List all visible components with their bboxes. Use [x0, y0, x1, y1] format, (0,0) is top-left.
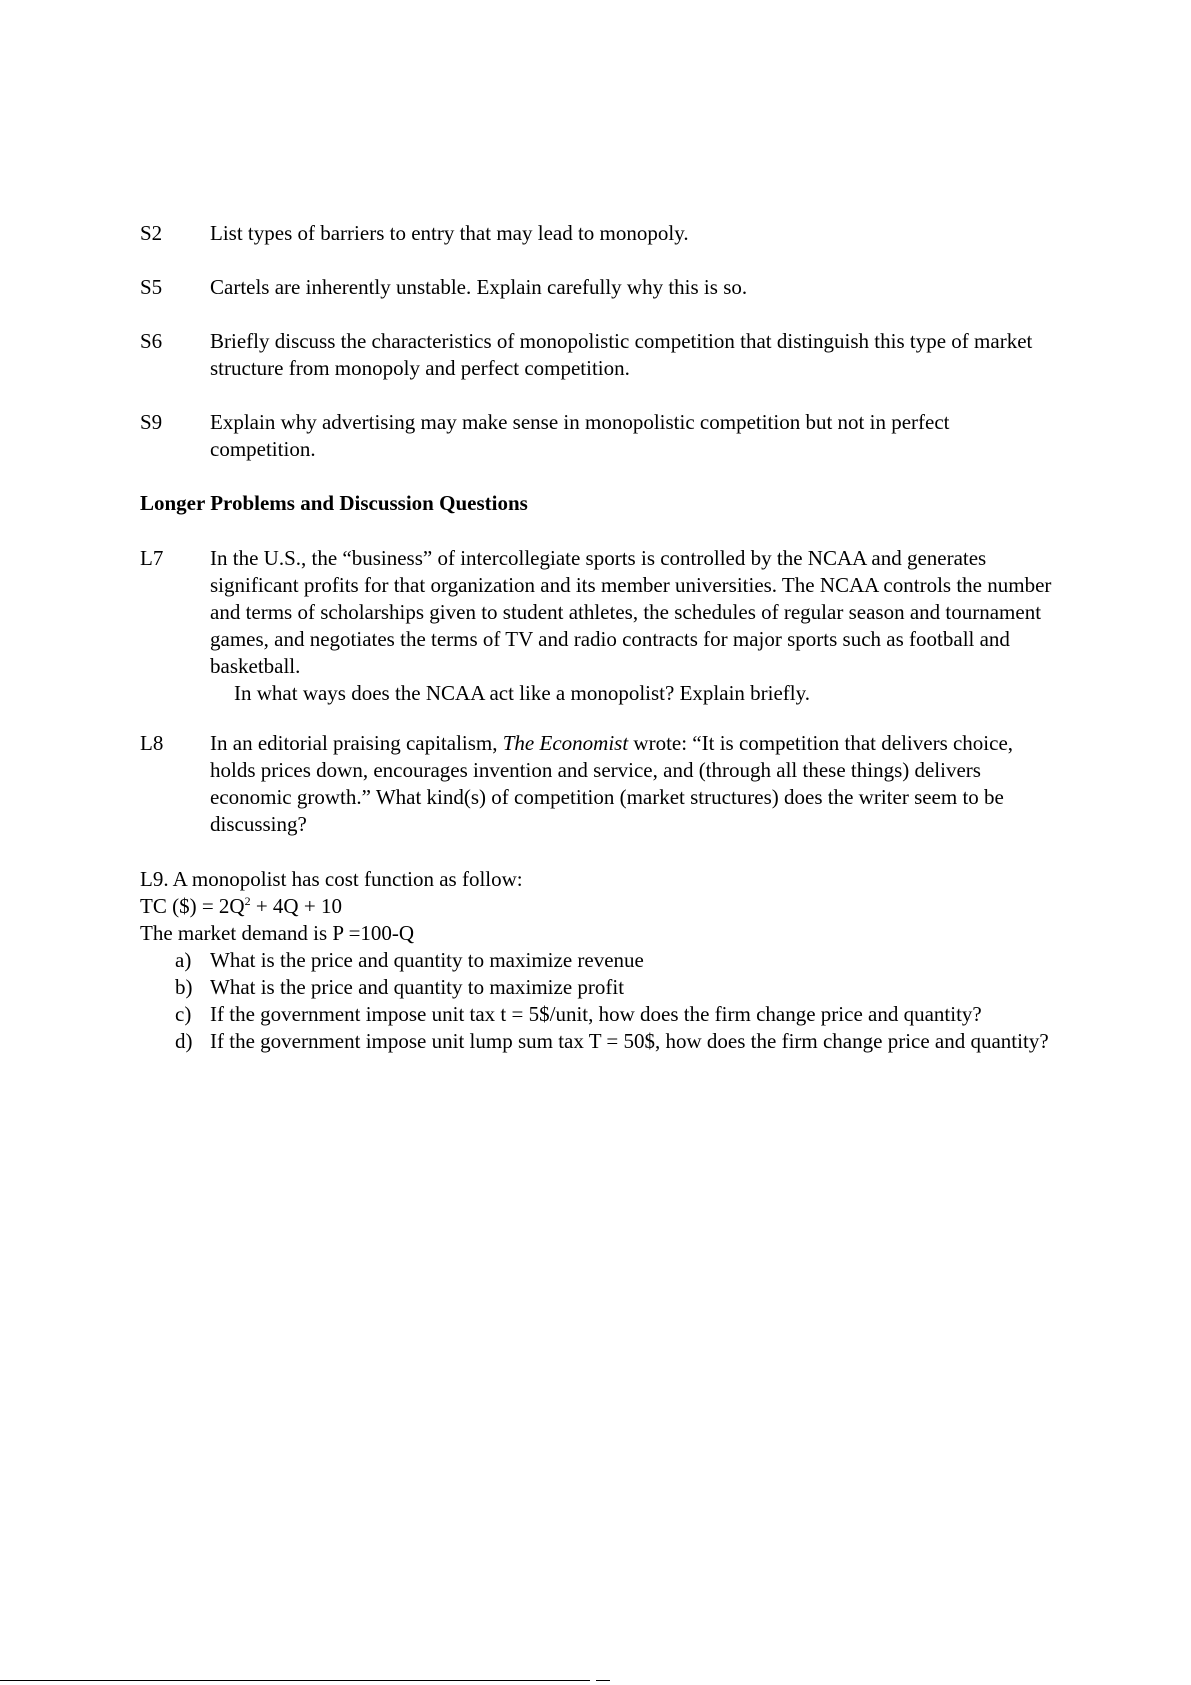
list-item [140, 974, 1060, 1001]
cost-function-suffix: + 4Q + 10 [250, 894, 342, 918]
section-heading: Longer Problems and Discussion Questions [140, 491, 528, 515]
question-text [210, 545, 1060, 707]
question-text [210, 730, 1060, 838]
market-demand: The market demand is P =100-Q [140, 921, 415, 945]
question-text: Cartels are inherently unstable. Explain carefully why this is so. [210, 275, 748, 299]
list-item-text: What is the price and quantity to maximize profit [210, 975, 625, 999]
question-l9-parts [140, 947, 1060, 1055]
question-l9-intro: L9. A monopolist has cost function as follow: [140, 867, 523, 891]
question-l8-text-before: In an editorial praising capitalism, [210, 731, 503, 755]
list-item-text: If the government impose unit lump sum tax T = 50$, how does the firm change price and quantity? [210, 1029, 1049, 1053]
list-item-text: If the government impose unit tax t = 5$/unit, how does the firm change price and quantity? [210, 1002, 982, 1026]
question-l7 [140, 545, 1060, 707]
cost-function [140, 893, 1060, 920]
cost-function-prefix: TC ($) = 2Q [140, 894, 245, 918]
question-text: List types of barriers to entry that may lead to monopoly. [210, 221, 689, 245]
question-s6 [140, 328, 1060, 382]
list-item [140, 947, 1060, 974]
question-text: Briefly discuss the characteristics of monopolistic competition that distinguish this type of market structure from monopoly and perfect competition. [210, 329, 1033, 380]
question-number: S5 [140, 275, 163, 299]
question-number: S6 [140, 329, 163, 353]
question-s9 [140, 409, 1060, 463]
question-l7-text: In the U.S., the “business” of intercollegiate sports is controlled by the NCAA and generates significant profits for that organization and its member universities. The NCAA controls the number and terms of scholarships given to student athletes, the schedules of regular season and tournament games, and negotiates the terms of TV and radio contracts for major sports such as football and basketball. [210, 546, 1052, 678]
question-l8-text-after: wrote: “It is competition that delivers choice, holds prices down, encourages invention and service, and (through all these things) delivers economic growth.” What kind(s) of competition (market structures) does the writer seem to be discussing? [210, 731, 1014, 836]
list-item-label: d) [175, 1029, 193, 1053]
question-text: Explain why advertising may make sense in monopolistic competition but not in perfect competition. [210, 410, 950, 461]
list-item [140, 1028, 1060, 1055]
question-l9 [140, 866, 1060, 1055]
list-item-label: c) [175, 1002, 192, 1026]
question-s2 [140, 220, 1060, 247]
publication-title: The Economist [502, 731, 629, 755]
question-number: S9 [140, 410, 163, 434]
question-number: S2 [140, 221, 163, 245]
list-item [140, 1001, 1060, 1028]
list-item-label: b) [175, 975, 193, 999]
question-number: L7 [140, 546, 164, 570]
question-l8 [140, 730, 1060, 838]
question-s5 [140, 274, 1060, 301]
footer-divider [0, 1680, 590, 1681]
footer-divider-mark [596, 1680, 610, 1681]
list-item-text: What is the price and quantity to maximize revenue [210, 948, 644, 972]
question-number: L8 [140, 731, 164, 755]
cost-function-exponent: 2 [244, 894, 251, 908]
question-l7-followup: In what ways does the NCAA act like a monopolist? Explain briefly. [234, 681, 811, 705]
list-item-label: a) [175, 948, 192, 972]
